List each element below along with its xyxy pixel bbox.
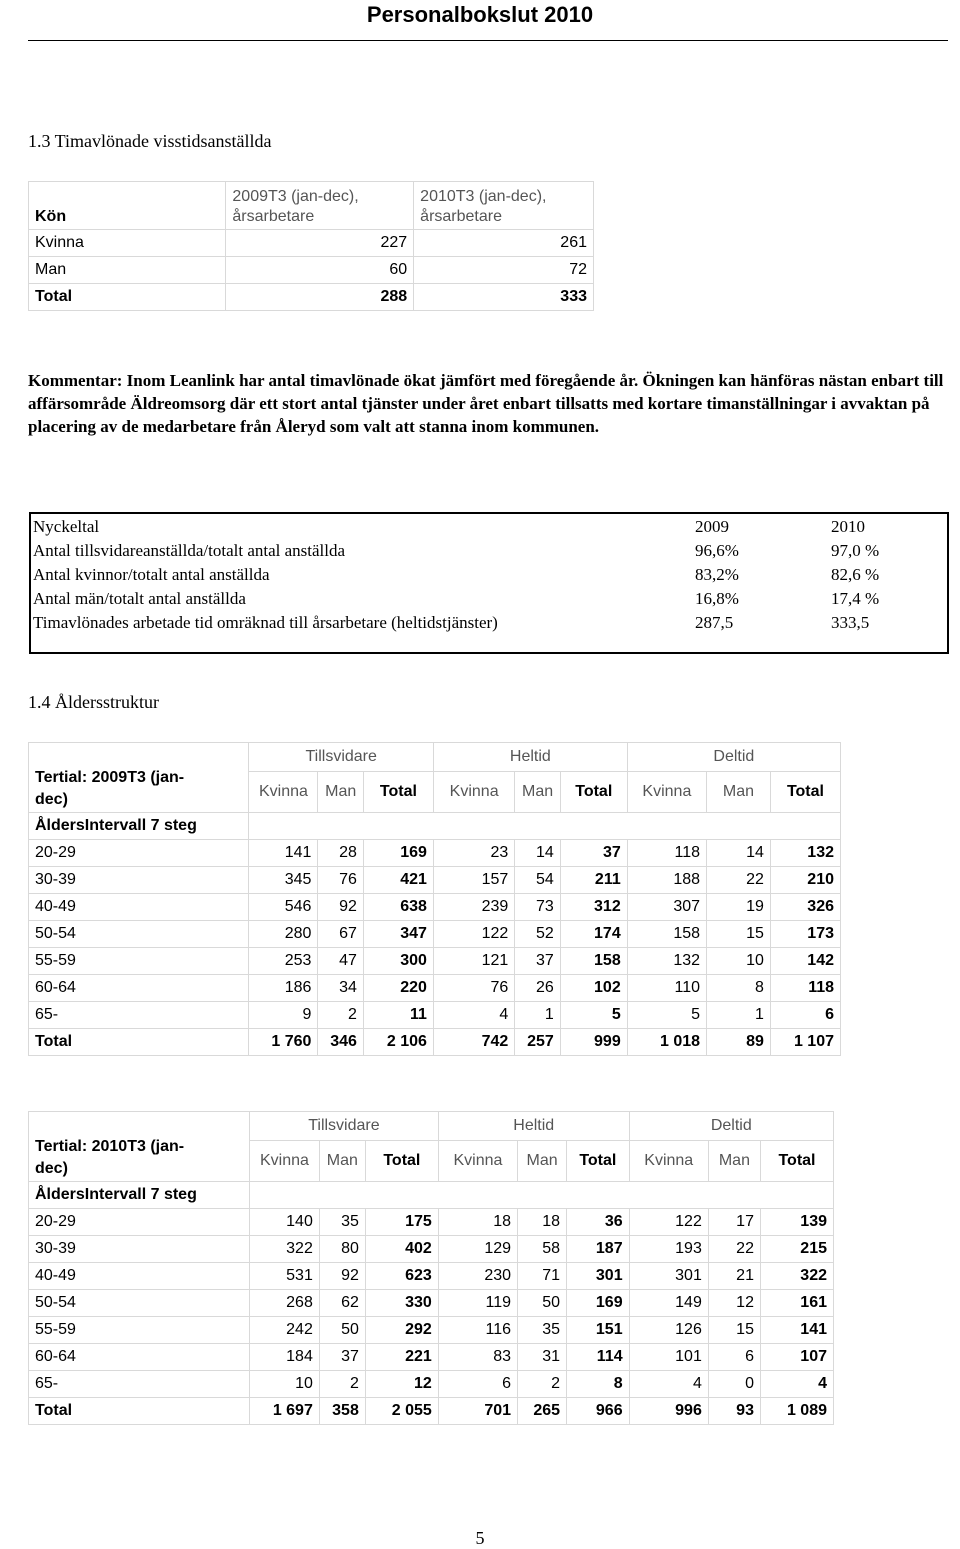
kpi-value-2010: 97,0 %: [831, 541, 880, 560]
table-cell: 92: [318, 894, 363, 921]
table-cell: 188: [627, 867, 706, 894]
table-cell: 52: [515, 921, 560, 948]
subcolumn-header: Kvinna: [249, 772, 318, 813]
table-total-row: [29, 1029, 841, 1056]
table-cell: 5: [560, 1002, 627, 1029]
table-cell: 1 107: [770, 1029, 840, 1056]
table-cell: 2 106: [363, 1029, 433, 1056]
table-row: [29, 1371, 834, 1398]
group-header-tillsvidare: Tillsvidare: [250, 1112, 439, 1141]
table-cell: 345: [249, 867, 318, 894]
table-cell: 17: [708, 1209, 760, 1236]
table-cell: 118: [770, 975, 840, 1002]
table-cell: 23: [433, 840, 514, 867]
table-cell: 142: [770, 948, 840, 975]
table-cell: 326: [770, 894, 840, 921]
table-cell: 73: [515, 894, 560, 921]
table-cell: 300: [363, 948, 433, 975]
table-cell: 221: [365, 1344, 438, 1371]
group-header-tillsvidare: Tillsvidare: [249, 743, 434, 772]
table-cell: 1 697: [250, 1398, 320, 1425]
table-cell: 21: [708, 1263, 760, 1290]
section-heading-aldersstruktur: 1.4 Åldersstruktur: [28, 692, 159, 712]
tertial-label: Tertial: 2009T3 (jan- dec): [29, 743, 249, 813]
age-interval-label: 65-: [29, 1002, 249, 1029]
table-cell: 37: [560, 840, 627, 867]
table-cell: 4: [760, 1371, 833, 1398]
interval-label-row: [29, 1182, 834, 1209]
table-cell: 22: [707, 867, 771, 894]
interval-label-blank: [249, 813, 841, 840]
table-row: [29, 1236, 834, 1263]
subcolumn-header: Man: [318, 772, 363, 813]
age-interval-label: 60-64: [29, 1344, 250, 1371]
table-cell: 76: [318, 867, 363, 894]
table-cell: 132: [770, 840, 840, 867]
table-cell: 6: [438, 1371, 517, 1398]
table-cell: 35: [319, 1209, 365, 1236]
table-cell: 402: [365, 1236, 438, 1263]
table-cell: 215: [760, 1236, 833, 1263]
table-cell: 28: [318, 840, 363, 867]
table-cell: 6: [770, 1002, 840, 1029]
table-cell: 268: [250, 1290, 320, 1317]
table-cell: 58: [518, 1236, 567, 1263]
table-cell: 35: [518, 1317, 567, 1344]
table-row: [29, 1290, 834, 1317]
table-cell: 47: [318, 948, 363, 975]
table-cell: 50: [319, 1317, 365, 1344]
table-cell: 93: [708, 1398, 760, 1425]
table-cell: 89: [707, 1029, 771, 1056]
kpi-label: Antal män/totalt antal anställda: [33, 589, 246, 608]
section-heading-timavlonade: 1.3 Timavlönade visstidsanställda: [28, 131, 272, 151]
table-cell: 1 018: [627, 1029, 706, 1056]
age-interval-label: 40-49: [29, 1263, 250, 1290]
table-cell: 19: [707, 894, 771, 921]
age-interval-label: 20-29: [29, 840, 249, 867]
kpi-label: Timavlönades arbetade tid omräknad till årsarbetare (heltidstjänster): [33, 613, 498, 632]
table-cell: 34: [318, 975, 363, 1002]
age-interval-label: 65-: [29, 1371, 250, 1398]
kpi-value-2010: 82,6 %: [831, 565, 880, 584]
header-divider: [28, 40, 948, 41]
table-cell: 8: [567, 1371, 630, 1398]
subcolumn-header: Man: [515, 772, 560, 813]
subcolumn-header: Total: [363, 772, 433, 813]
kpi-value-2009: 83,2%: [695, 565, 739, 584]
table-cell: 312: [560, 894, 627, 921]
kpi-year-2009: 2009: [695, 517, 729, 536]
table-cell: 151: [567, 1317, 630, 1344]
table-cell: 230: [438, 1263, 517, 1290]
table-cell: 50: [518, 1290, 567, 1317]
table-cell: 701: [438, 1398, 517, 1425]
age-interval-label: 30-39: [29, 867, 249, 894]
table-row: [29, 975, 841, 1002]
interval-label-blank: [250, 1182, 834, 1209]
table-cell: 174: [560, 921, 627, 948]
age-structure-table-2010: [28, 1111, 834, 1425]
table-cell: 742: [433, 1029, 514, 1056]
table-cell: 141: [249, 840, 318, 867]
table-cell: 301: [629, 1263, 708, 1290]
kpi-year-2010: 2010: [831, 517, 865, 536]
table-cell: 1 089: [760, 1398, 833, 1425]
table-cell: 358: [319, 1398, 365, 1425]
table-row: [29, 1317, 834, 1344]
table-row: [29, 257, 594, 284]
group-header-heltid: Heltid: [433, 743, 627, 772]
subcolumn-header: Kvinna: [627, 772, 706, 813]
table-cell: 157: [433, 867, 514, 894]
age-interval-label: 60-64: [29, 975, 249, 1002]
table-cell: 175: [365, 1209, 438, 1236]
value-2010: 72: [414, 257, 594, 284]
table-cell: 531: [250, 1263, 320, 1290]
age-interval-label: 55-59: [29, 1317, 250, 1344]
table-cell: 140: [250, 1209, 320, 1236]
table-cell: 80: [319, 1236, 365, 1263]
table-cell: 158: [560, 948, 627, 975]
kpi-row: [31, 541, 947, 565]
table-cell: 67: [318, 921, 363, 948]
kpi-label: Antal tillsvidareanställda/totalt antal anställda: [33, 541, 346, 560]
table-cell: 31: [518, 1344, 567, 1371]
table-cell: 211: [560, 867, 627, 894]
table-cell: 22: [708, 1236, 760, 1263]
table-cell: 132: [627, 948, 706, 975]
table-cell: 10: [250, 1371, 320, 1398]
table-cell: 18: [438, 1209, 517, 1236]
table-cell: 102: [560, 975, 627, 1002]
table-cell: 9: [249, 1002, 318, 1029]
column-header-2010: 2010T3 (jan-dec), årsarbetare: [414, 182, 594, 230]
table-cell: 2: [318, 1002, 363, 1029]
table-row: [29, 948, 841, 975]
table-cell: 347: [363, 921, 433, 948]
kpi-row: [31, 589, 947, 613]
age-interval-label: 50-54: [29, 1290, 250, 1317]
table-cell: 71: [518, 1263, 567, 1290]
table-cell: 8: [707, 975, 771, 1002]
table-cell: 257: [515, 1029, 560, 1056]
group-header-deltid: Deltid: [629, 1112, 833, 1141]
subcolumn-header: Total: [567, 1141, 630, 1182]
table-cell: 10: [707, 948, 771, 975]
comment-paragraph: Kommentar: Inom Leanlink har antal timavlönade ökat jämfört med föregående år. Ökningen kan hänföras nästan enbart till affärsområde Äldreomsorg där ett stort antal tjänster under året enbart tillsatts med kortare timanställningar i avvaktan på placering av de medarbetare från Åleryd som valt att stanna inom kommunen.: [28, 371, 944, 436]
group-header-deltid: Deltid: [627, 743, 840, 772]
table-total-row: [29, 284, 594, 311]
table-cell: 126: [629, 1317, 708, 1344]
timavlonade-table: [28, 181, 594, 311]
table-cell: 11: [363, 1002, 433, 1029]
table-cell: 15: [707, 921, 771, 948]
table-cell: 2 055: [365, 1398, 438, 1425]
subcolumn-header: Man: [319, 1141, 365, 1182]
table-cell: 1: [515, 1002, 560, 1029]
table-cell: 122: [433, 921, 514, 948]
group-header-row: [29, 1112, 834, 1141]
kpi-row: [31, 565, 947, 589]
table-cell: 83: [438, 1344, 517, 1371]
table-cell: 92: [319, 1263, 365, 1290]
table-cell: 15: [708, 1317, 760, 1344]
table-cell: 110: [627, 975, 706, 1002]
table-cell: 265: [518, 1398, 567, 1425]
kpi-value-2009: 287,5: [695, 613, 734, 632]
table-cell: 26: [515, 975, 560, 1002]
kpi-value-2010: 333,5: [831, 613, 870, 632]
table-cell: 54: [515, 867, 560, 894]
table-cell: 239: [433, 894, 514, 921]
table-cell: 346: [318, 1029, 363, 1056]
kpi-value-2010: 17,4 %: [831, 589, 880, 608]
table-cell: 107: [760, 1344, 833, 1371]
subcolumn-header: Kvinna: [438, 1141, 517, 1182]
table-cell: 12: [708, 1290, 760, 1317]
table-cell: 187: [567, 1236, 630, 1263]
kpi-value-2009: 96,6%: [695, 541, 739, 560]
table-cell: 101: [629, 1344, 708, 1371]
table-cell: 996: [629, 1398, 708, 1425]
table-cell: 322: [250, 1236, 320, 1263]
age-interval-label: 30-39: [29, 1236, 250, 1263]
interval-label: ÅldersIntervall 7 steg: [29, 813, 249, 840]
kpi-value-2009: 16,8%: [695, 589, 739, 608]
age-interval-label: 40-49: [29, 894, 249, 921]
table-cell: 121: [433, 948, 514, 975]
table-cell: 242: [250, 1317, 320, 1344]
table-row: [29, 840, 841, 867]
table-cell: 37: [515, 948, 560, 975]
value-2009: 227: [226, 230, 414, 257]
kpi-label: Nyckeltal: [33, 517, 100, 536]
table-cell: 36: [567, 1209, 630, 1236]
interval-label: ÅldersIntervall 7 steg: [29, 1182, 250, 1209]
table-cell: 186: [249, 975, 318, 1002]
table-cell: 141: [760, 1317, 833, 1344]
value-2009: 60: [226, 257, 414, 284]
table-cell: 37: [319, 1344, 365, 1371]
age-interval-label: 20-29: [29, 1209, 250, 1236]
table-cell: 623: [365, 1263, 438, 1290]
table-cell: 280: [249, 921, 318, 948]
table-cell: 292: [365, 1317, 438, 1344]
table-cell: 546: [249, 894, 318, 921]
row-label: Kvinna: [29, 230, 226, 257]
table-row: [29, 1002, 841, 1029]
table-cell: 62: [319, 1290, 365, 1317]
kpi-label: Antal kvinnor/totalt antal anställda: [33, 565, 270, 584]
table-total-row: [29, 1398, 834, 1425]
table-cell: 1: [707, 1002, 771, 1029]
kpi-row: [31, 613, 947, 637]
table-row: [29, 230, 594, 257]
table-cell: 173: [770, 921, 840, 948]
subcolumn-header: Kvinna: [433, 772, 514, 813]
table-cell: 118: [627, 840, 706, 867]
column-header-2009: 2009T3 (jan-dec), årsarbetare: [226, 182, 414, 230]
table-cell: 6: [708, 1344, 760, 1371]
table-header-row: [29, 182, 594, 230]
table-cell: 421: [363, 867, 433, 894]
table-cell: 210: [770, 867, 840, 894]
kpi-box: [29, 512, 949, 654]
table-cell: 114: [567, 1344, 630, 1371]
age-interval-label: Total: [29, 1398, 250, 1425]
value-2009: 288: [226, 284, 414, 311]
table-cell: 184: [250, 1344, 320, 1371]
table-cell: 158: [627, 921, 706, 948]
interval-label-row: [29, 813, 841, 840]
table-cell: 18: [518, 1209, 567, 1236]
table-cell: 5: [627, 1002, 706, 1029]
table-cell: 0: [708, 1371, 760, 1398]
age-interval-label: 55-59: [29, 948, 249, 975]
table-cell: 301: [567, 1263, 630, 1290]
subcolumn-header: Total: [760, 1141, 833, 1182]
row-label: Man: [29, 257, 226, 284]
page-header-title: Personalbokslut 2010: [366, 2, 594, 27]
age-structure-table-2009: [28, 742, 841, 1056]
table-cell: 139: [760, 1209, 833, 1236]
table-cell: 966: [567, 1398, 630, 1425]
table-cell: 307: [627, 894, 706, 921]
table-row: [29, 1209, 834, 1236]
table-cell: 999: [560, 1029, 627, 1056]
table-cell: 330: [365, 1290, 438, 1317]
subcolumn-header: Kvinna: [250, 1141, 320, 1182]
row-label: Total: [29, 284, 226, 311]
table-cell: 119: [438, 1290, 517, 1317]
kpi-header-row: [31, 517, 947, 541]
page-number: 5: [475, 1528, 485, 1548]
age-interval-label: 50-54: [29, 921, 249, 948]
table-cell: 14: [515, 840, 560, 867]
table-row: [29, 867, 841, 894]
tertial-label: Tertial: 2010T3 (jan- dec): [29, 1112, 250, 1182]
table-cell: 76: [433, 975, 514, 1002]
table-cell: 129: [438, 1236, 517, 1263]
table-cell: 161: [760, 1290, 833, 1317]
table-cell: 4: [629, 1371, 708, 1398]
subcolumn-header: Kvinna: [629, 1141, 708, 1182]
table-cell: 169: [363, 840, 433, 867]
table-cell: 2: [319, 1371, 365, 1398]
table-cell: 638: [363, 894, 433, 921]
subcolumn-header: Total: [365, 1141, 438, 1182]
subcolumn-header: Man: [707, 772, 771, 813]
table-cell: 2: [518, 1371, 567, 1398]
value-2010: 333: [414, 284, 594, 311]
value-2010: 261: [414, 230, 594, 257]
table-cell: 14: [707, 840, 771, 867]
table-cell: 193: [629, 1236, 708, 1263]
table-row: [29, 1344, 834, 1371]
table-cell: 4: [433, 1002, 514, 1029]
table-cell: 169: [567, 1290, 630, 1317]
table-cell: 122: [629, 1209, 708, 1236]
table-cell: 12: [365, 1371, 438, 1398]
age-interval-label: Total: [29, 1029, 249, 1056]
table-row: [29, 894, 841, 921]
table-row: [29, 1263, 834, 1290]
table-cell: 322: [760, 1263, 833, 1290]
subcolumn-header: Man: [708, 1141, 760, 1182]
table-cell: 116: [438, 1317, 517, 1344]
subcolumn-header: Total: [770, 772, 840, 813]
table-cell: 253: [249, 948, 318, 975]
table-cell: 149: [629, 1290, 708, 1317]
subcolumn-header: Total: [560, 772, 627, 813]
subcolumn-header: Man: [518, 1141, 567, 1182]
table-cell: 220: [363, 975, 433, 1002]
group-header-row: [29, 743, 841, 772]
table-row: [29, 921, 841, 948]
group-header-heltid: Heltid: [438, 1112, 629, 1141]
column-header-kon: Kön: [29, 182, 226, 230]
table-cell: 1 760: [249, 1029, 318, 1056]
